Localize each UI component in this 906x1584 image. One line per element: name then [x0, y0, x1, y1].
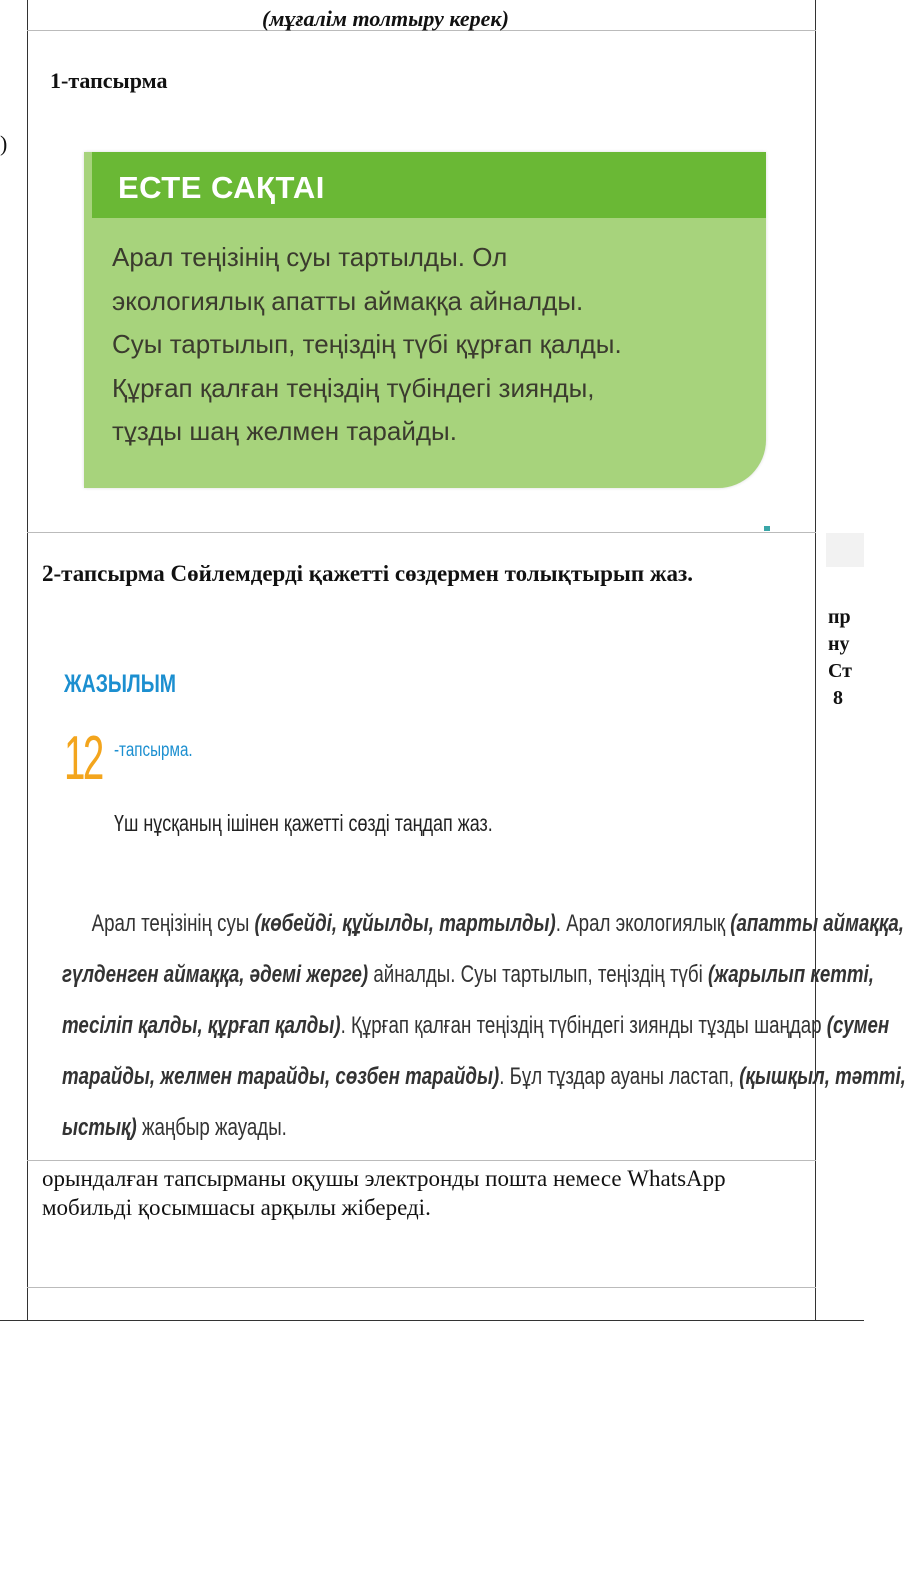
sentence-text: жаңбыр жауады. [136, 1114, 287, 1141]
remember-box-title: ЕСТЕ САҚТАІ [118, 170, 325, 205]
remember-box-text [112, 236, 752, 454]
side-fragment: 8 [828, 687, 843, 709]
side-column-text [828, 604, 852, 712]
answer-options: (апатты аймаққа, [730, 910, 904, 937]
remember-box-header [92, 152, 766, 218]
answer-options: тесіліп қалды, құрғап қалды) [62, 1012, 341, 1039]
margin-fragment: ) [0, 131, 8, 156]
task2-label: 2-тапсырма Сөйлемдерді қажетті сөздермен толықтырып жаз. [42, 561, 694, 586]
row-divider [27, 532, 816, 533]
exercise-line [62, 898, 904, 949]
row-divider [27, 1287, 816, 1288]
remember-line: тұзды шаң желмен тарайды. [112, 416, 457, 446]
exercise-line [62, 949, 874, 1000]
sentence-text: айналды. Суы тартылып, теңіздің түбі [368, 961, 708, 988]
answer-options: (жарылып кетті, [707, 961, 874, 988]
remember-box [84, 152, 766, 488]
answer-options: гүлденген аймаққа, әдемі жерге) [62, 961, 369, 988]
submission-note: орындалған тапсырманы оқушы электронды пошта немесе WhatsApp мобильді қосымшасы арқылы жібереді. [42, 1166, 726, 1220]
answer-options: (қышқыл, тәтті, [739, 1063, 906, 1090]
answer-options: ыстық) [62, 1114, 137, 1141]
remember-line: Арал теңізінің суы тартылды. Ол [112, 242, 508, 272]
side-fragment: ну [828, 633, 850, 655]
decorative-mark [764, 526, 770, 531]
exercise-text [62, 898, 906, 1153]
exercise-instruction: Үш нұсқаның ішінен қажетті сөзді таңдап жаз. [114, 810, 493, 836]
table-border-bottom [0, 1320, 864, 1321]
sentence-text: Арал теңізінің суы [91, 910, 255, 937]
side-cell-shade [826, 533, 864, 567]
exercise-line [62, 1051, 906, 1102]
teacher-fill-note: (мұғалім толтыру керек) [262, 6, 509, 31]
task1-label: 1-тапсырма [50, 68, 168, 93]
row-divider [27, 1160, 816, 1161]
remember-line: экологиялық апатты аймаққа айналды. [112, 285, 584, 316]
answer-options: тарайды, желмен тарайды, сөзбен тарайды) [62, 1063, 500, 1090]
exercise-line [62, 1000, 890, 1051]
answer-options: (көбейді, құйылды, тартылды) [254, 910, 556, 937]
section-heading: ЖАЗЫЛЫМ [64, 670, 177, 698]
answer-options: (сумен [826, 1012, 890, 1039]
side-fragment: Ст [828, 660, 853, 682]
sentence-text: . Арал экологиялық [555, 910, 731, 937]
exercise-label: -тапсырма. [114, 740, 193, 761]
sentence-text: . Бұл тұздар ауаны ластап, [499, 1063, 740, 1090]
remember-line: Құрғап қалған теңіздің түбіндегі зиянды, [112, 372, 595, 403]
table-border-right [815, 0, 816, 1321]
sentence-text: . Құрғап қалған теңіздің түбіндегі зиянды тұзды шаңдар [340, 1012, 827, 1039]
remember-line: Суы тартылып, теңіздің түбі құрғап қалды. [112, 329, 622, 359]
exercise-number: 12 [64, 724, 102, 793]
side-fragment: пр [828, 606, 851, 628]
table-border-left [27, 0, 28, 1321]
exercise-line [62, 1102, 795, 1153]
